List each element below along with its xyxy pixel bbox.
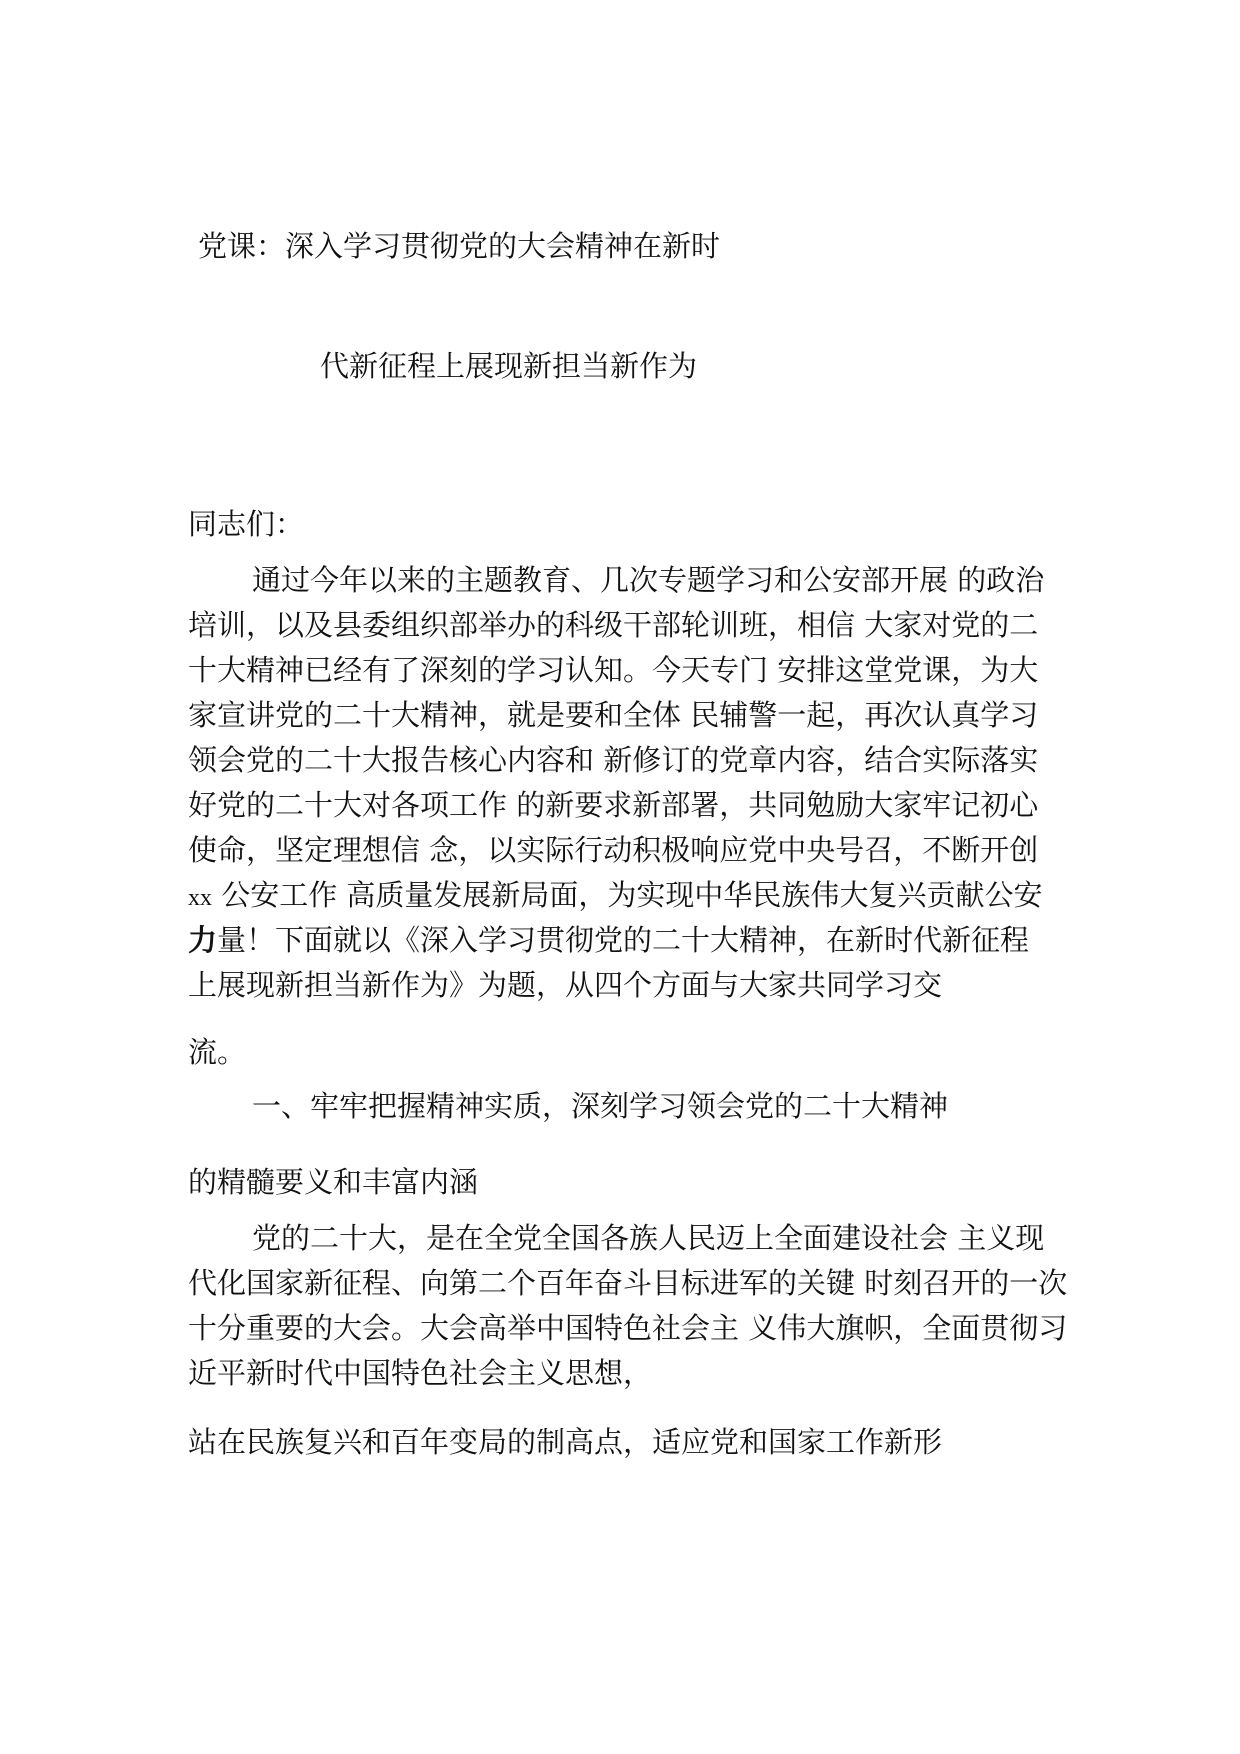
section-1-heading-line-2: 的精髓要义和丰富内涵	[188, 1165, 479, 1199]
section-1-heading-line-1: 一、牢牢把握精神实质，深刻学习领会党的二十大精神	[252, 1089, 949, 1123]
intro-line-9	[188, 922, 1029, 958]
intro-line-3: 十大精神已经有了深刻的学习认知。今天专门 安排这堂党课，为大	[188, 653, 1039, 687]
section-1-body-line-1: 党的二十大，是在全党全国各族人民迈上全面建设社会 主义现	[252, 1221, 1045, 1255]
intro-line-9-bold: 力	[188, 923, 218, 957]
intro-line-9-text: 量！下面就以《深入学习贯彻党的二十大精神，在新时代新征程	[217, 923, 1030, 957]
intro-line-8	[188, 877, 1042, 916]
intro-line-4: 家宣讲党的二十大精神，就是要和全体 民辅警一起，再次认真学习	[188, 698, 1039, 732]
intro-line-7: 使命，坚定理想信 念，以实际行动积极响应党中央号召，不断开创	[188, 833, 1039, 867]
placeholder-xx: xx	[188, 885, 212, 911]
title-line-1: 党课：深入学习贯彻党的大会精神在新时	[198, 229, 721, 263]
section-1-body-line-2: 代化国家新征程、向第二个百年奋斗目标进军的关键 时刻召开的一次	[188, 1266, 1068, 1300]
section-1-body-line-4: 近平新时代中国特色社会主义思想，	[188, 1356, 653, 1390]
title-line-2: 代新征程上展现新担当新作为	[320, 349, 698, 383]
intro-line-6: 好党的二十大对各项工作 的新要求新部署，共同勉励大家牢记初心	[188, 788, 1039, 822]
section-1-body-line-3: 十分重要的大会。大会高举中国特色社会主 义伟大旗帜，全面贯彻习	[188, 1311, 1068, 1345]
salutation: 同志们：	[188, 507, 305, 541]
intro-line-5: 领会党的二十大报告核心内容和 新修订的党章内容，结合实际落实	[188, 743, 1039, 777]
section-1-body-line-5: 站在民族复兴和百年变局的制高点，适应党和国家工作新形	[188, 1425, 943, 1459]
intro-line-10: 上展现新担当新作为》为题，从四个方面与大家共同学习交	[188, 968, 943, 1002]
intro-line-11: 流。	[188, 1035, 247, 1069]
intro-line-2: 培训，以及县委组织部举办的科级干部轮训班，相信 大家对党的二	[188, 608, 1039, 642]
intro-line-1: 通过今年以来的主题教育、几次专题学习和公安部开展 的政治	[252, 563, 1045, 597]
intro-line-8-text: 公安工作 高质量发展新局面，为实现中华民族伟大复兴贡献公安	[212, 878, 1043, 912]
